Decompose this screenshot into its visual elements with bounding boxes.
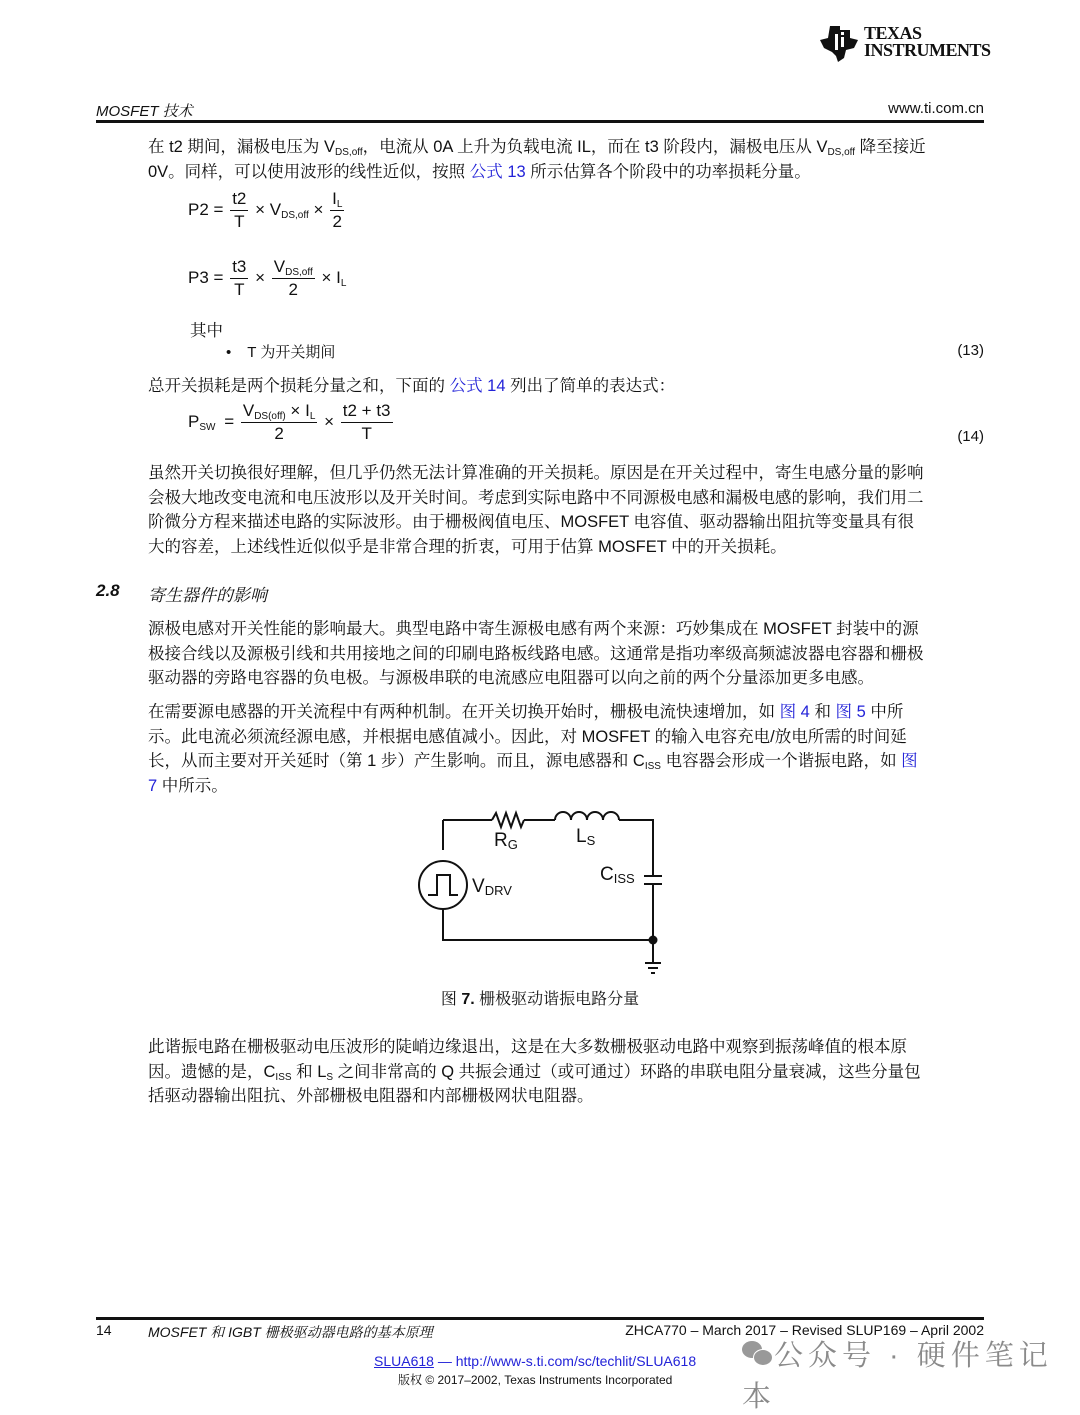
gate-drive-circuit-diagram <box>400 800 700 980</box>
footer-rule <box>96 1317 984 1320</box>
ground-icon <box>645 963 661 973</box>
paragraph-line: 因。遗憾的是，$C_{ISS}$ 和 $L_S$ 之间非常高的 Q 共振会通过（或可通过）环路的串联电阻分量衰减，这些分量包 <box>148 1062 921 1083</box>
ti-logo <box>818 22 991 66</box>
paragraph-line: 7 中所示。 <box>148 776 228 795</box>
figure-4-link[interactable]: 图 4 <box>779 703 810 721</box>
header-doc-topic: MOSFET 技术 <box>96 103 193 120</box>
paragraph-line: 虽然开关切换很好理解，但几乎仍然无法计算准确的开关损耗。原因是在开关过程中，寄生电感分量的影响 <box>148 464 924 482</box>
fraction-vds-over-2: $\frac{V_{DS,off}}{2}$ <box>273 257 313 299</box>
paragraph-line: 会极大地改变电流和电压波形以及开关时间。考虑到实际电路中不同源极电感和漏极电感的影响，我们用二 <box>148 488 924 507</box>
capacitor-ciss <box>644 876 662 884</box>
label-ls: $L_S$ <box>576 826 596 848</box>
paragraph-line: 驱动器的旁路电容器的负电极。与源极串联的电流感应电阻器可以向之前的两个分量添加更多电感。 <box>148 669 874 687</box>
techlit-url-link[interactable]: http://www-s.ti.com/sc/techlit/SLUA618 <box>455 1353 697 1369</box>
fraction-t3-over-T: $\frac{t3}{T}$ <box>232 257 247 299</box>
label-rg: $R_G$ <box>494 830 518 852</box>
copyright: 版权 © 2017–2002, Texas Instruments Incorporated <box>398 1373 673 1387</box>
intro-paragraph <box>148 135 988 184</box>
fraction-vds-il-over-2: $\frac{V_{DS(off)} \times I_L}{2}$ <box>242 401 316 443</box>
eq14-lead: 总开关损耗是两个损耗分量之和，下面的 公式 14 列出了简单的表达式： <box>148 377 676 395</box>
footer-link-line: SLUA618 — http://www-s.ti.com/sc/techlit/SLUA618 <box>374 1353 697 1369</box>
intro-line-2: 0V。同样，可以使用波形的线性近似，按照 公式 13 所示估算各个阶段中的功率损耗分量。 <box>148 162 811 181</box>
label-ciss: $C_{ISS}$ <box>600 864 635 886</box>
equation-p3: P3 = $\frac{t3}{T}$ × $\frac{V_{DS,off}}{2}$ × $I_L$ <box>188 257 347 299</box>
ti-logo-icon <box>818 24 862 64</box>
logo-line1: TEXAS <box>864 23 922 43</box>
intro-line-1: 在 t2 期间，漏极电压为 $V_{DS,off}$，电流从 0A 上升为负载电流 IL，而在 t3 阶段内，漏极电压从 $V_{DS,off}$ 降至接近 <box>148 138 926 158</box>
header-rule <box>96 120 984 123</box>
header-website-link[interactable]: www.ti.com.cn <box>888 100 984 117</box>
section-number: 2.8 <box>96 581 120 600</box>
where-label: 其中 <box>190 322 223 340</box>
junction-dot <box>649 936 658 945</box>
footer-doc-title: MOSFET 和 IGBT 栅极驱动器电路的基本原理 <box>148 1324 433 1340</box>
bullet-icon: • <box>226 344 232 361</box>
paragraph-line: 在需要源电感器的开关流程中有两种机制。在开关切换开始时，栅极电流快速增加，如 图 4 和 图 5 中所 <box>148 703 904 721</box>
paragraph-line: 长，从而主要对开关延时（第 1 步）产生影响。而且，源电感器和 $C_{ISS}$ 电容器会形成一个谐振电路，如 图 <box>148 752 918 772</box>
footer-doc-id: ZHCA770 – March 2017 – Revised SLUP169 – April 2002 <box>625 1322 984 1338</box>
figure-7-link[interactable]: 图 <box>901 752 918 770</box>
mechanism-paragraph <box>148 700 988 798</box>
voltage-source-vdrv <box>419 861 467 909</box>
figure-5-link[interactable]: 图 5 <box>835 703 866 721</box>
resonance-paragraph <box>148 1035 988 1109</box>
fraction-il-over-2: $\frac{I_L}{2}$ <box>332 189 343 231</box>
bullet-item: • T 为开关期间 <box>226 344 336 361</box>
pulse-waveform-icon <box>428 875 458 895</box>
slua618-link[interactable]: SLUA618 <box>374 1353 434 1369</box>
equation-13-number: (13) <box>957 342 984 359</box>
resistor-rg <box>492 813 524 827</box>
fraction-t2-over-T: $\frac{t2}{T}$ <box>232 189 247 231</box>
wechat-icon <box>742 1341 772 1367</box>
figure-7-link-cont[interactable]: 7 <box>148 776 158 795</box>
paragraph-line: 此谐振电路在栅极驱动电压波形的陡峭边缘退出，这是在大多数栅极驱动电路中观察到振荡峰值的根本原 <box>148 1038 907 1056</box>
inductor-ls <box>555 812 619 820</box>
paragraph-line: 极接合线以及源极引线和共用接地之间的印刷电路板线路电感。这通常是指功率级高频滤波器电容器和栅极 <box>148 644 924 663</box>
page-number: 14 <box>96 1322 112 1338</box>
equation-13-link[interactable]: 公式 13 <box>469 162 526 181</box>
paragraph-line: 示。此电流必须流经源电感，并根据电感值减小。因此，对 MOSFET 的输入电容充电/放电所需的时间延 <box>148 727 907 746</box>
logo-line2: INSTRUMENTS <box>864 40 991 60</box>
equation-14-number: (14) <box>957 428 984 445</box>
paragraph-line: 括驱动器输出阻抗、外部栅极电阻器和内部栅极网状电阻器。 <box>148 1087 594 1105</box>
figure-caption: 图 7. 栅极驱动谐振电路分量 <box>440 991 640 1008</box>
switching-loss-paragraph <box>148 461 988 559</box>
wechat-watermark: 公众号 · 硬件笔记本 <box>742 1340 1053 1413</box>
equation-14-link[interactable]: 公式 14 <box>449 377 506 395</box>
section-title: 寄生器件的影响 <box>148 586 267 605</box>
source-inductance-paragraph <box>148 617 988 691</box>
fraction-t2t3-over-T: $\frac{t2 + t3}{T}$ <box>342 401 391 443</box>
label-vdrv: $V_{DRV}$ <box>472 876 512 898</box>
paragraph-line: 阶微分方程来描述电路的实际波形。由于栅极阀值电压、MOSFET 电容值、驱动器输出阻抗等变量具有很 <box>148 513 915 531</box>
paragraph-line: 大的容差，上述线性近似似乎是非常合理的折衷，可用于估算 MOSFET 中的开关损耗。 <box>148 537 787 556</box>
equation-psw: $P_{SW}$ = $\frac{V_{DS(off)} \times I_L}{2}$ × $\frac{t2 + t3}{T}$ <box>188 401 391 443</box>
equation-p2: P2 = $\frac{t2}{T}$ × $V_{DS,off}$ × $\frac{I_L}{2}$ <box>188 189 343 231</box>
paragraph-line: 源极电感对开关性能的影响最大。典型电路中寄生源极电感有两个来源：巧妙集成在 MOSFET 封装中的源 <box>148 620 919 638</box>
